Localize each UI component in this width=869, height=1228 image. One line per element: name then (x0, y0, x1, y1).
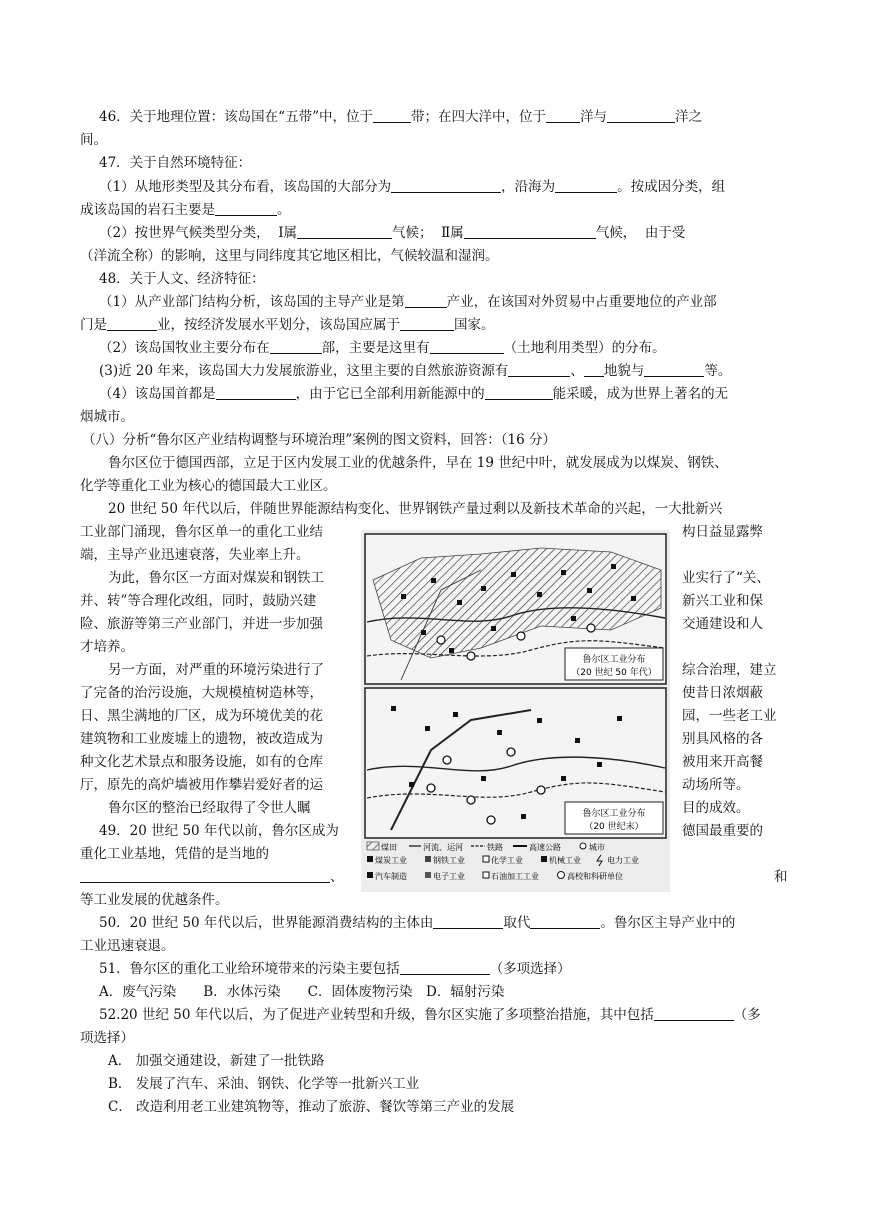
text: ，沿海为 (501, 179, 556, 195)
bottom-caption-period: （20 世纪末） (584, 822, 644, 832)
q50-line2: 工业迅速衰退。 (80, 938, 175, 954)
passage-line-left: 并、转”等合理化改组，同时，鼓励兴建 (80, 593, 317, 609)
q52-line1 (99, 1005, 761, 1025)
text: 、 (570, 363, 584, 379)
answer-blank[interactable] (373, 108, 411, 123)
text: 。鲁尔区主导产业中的 (600, 915, 736, 931)
q49-text: 德国最重要的 (682, 823, 763, 839)
answer-blank[interactable] (555, 178, 617, 193)
answer-blank[interactable] (584, 362, 604, 377)
answer-blank[interactable] (297, 224, 392, 239)
ruhr-industry-map (361, 530, 670, 892)
answer-blank[interactable] (391, 178, 501, 193)
answer-blank[interactable] (200, 868, 330, 883)
text: Ⅱ属 (441, 225, 464, 241)
answer-blank[interactable] (644, 362, 704, 377)
text: 50．20 世纪 50 年代以后，世界能源消费结构的主体由 (99, 915, 434, 931)
text: 由于受 (644, 225, 686, 241)
text: 51．鲁尔区的重化工业给环境带来的污染主要包括 (99, 961, 400, 977)
q49-text: 重化工业基地，凭借的是当地的 (80, 846, 269, 862)
passage-line-left: 险、旅游等第三产业部门，并进一步加强 (80, 616, 323, 632)
text: （1）从产业部门结构分析，该岛国的主导产业是第 (99, 294, 405, 310)
q49-text: 等工业发展的优越条件。 (80, 892, 229, 908)
legend-chemical-industry: 化学工业 (491, 856, 523, 865)
legend-oil-processing: 石油加工工业 (491, 872, 539, 881)
passage-line-left: 了完备的治污设施，大规模植树造林等， (80, 685, 323, 701)
legend-highway: 高速公路 (529, 843, 561, 852)
text: （多 (733, 1007, 761, 1023)
answer-blank[interactable] (546, 108, 580, 123)
answer-blank[interactable] (430, 339, 504, 354)
legend-steel-industry: 钢铁工业 (433, 856, 465, 865)
text: 、 (330, 869, 344, 885)
text: （4）该岛国首都是 (99, 386, 216, 402)
passage-line-left: 端，主导产业迅速衰落，失业率上升。 (80, 547, 310, 563)
text: 取代 (503, 915, 531, 931)
text: （1）从地形类型及其分布看，该岛国的大部分为 (99, 179, 392, 195)
q46-line2: 间。 (80, 132, 107, 148)
text: 气候， (595, 225, 637, 241)
passage-line-right: 综合治理，建立 (682, 662, 777, 678)
passage-line-right: 使昔日浓烟蔽 (682, 685, 763, 701)
text: 国家。 (454, 317, 495, 333)
passage-line: 鲁尔区位于德国西部，立足于区内发展工业的优越条件，早在 19 世纪中叶，就发展成为以煤炭、钢铁、 (108, 455, 728, 471)
passage-line: 化学等重化工业为核心的德国最大工业区。 (80, 478, 337, 494)
passage-line-right: 目的成效。 (682, 800, 750, 816)
q48-title: 48．关于人文、经济特征： (99, 271, 265, 287)
passage-line-left: 种文化艺术景点和服务设施，如有的仓库 (80, 754, 323, 770)
passage-line-left: 为此，鲁尔区一方面对煤炭和钢铁工 (108, 570, 324, 586)
passage-line-right: 业实行了“关、 (682, 570, 770, 586)
text: （2）按世界气候类型分类， (99, 225, 270, 241)
legend-city: 城市 (589, 843, 605, 852)
top-caption-title: 鲁尔区工业分布 (582, 655, 646, 665)
text: ，由于它已全部利用新能源中的 (295, 386, 485, 402)
q46-line1 (99, 107, 702, 127)
passage-line-left: 才培养。 (80, 639, 134, 655)
legend-machinery-industry: 机械工业 (549, 856, 581, 865)
q51-line1 (99, 959, 571, 979)
passage-line-right: 交通建设和人 (682, 616, 763, 632)
top-caption-period: （20 世纪 50 年代） (571, 668, 657, 678)
answer-blank[interactable] (405, 293, 447, 308)
q52-option-c: C． 改造利用老工业建筑物等，推动了旅游、餐饮等第三产业的发展 (108, 1099, 515, 1115)
answer-blank[interactable] (400, 960, 490, 975)
answer-blank[interactable] (216, 385, 296, 400)
q48-p2 (99, 338, 666, 358)
answer-blank[interactable] (508, 362, 570, 377)
q46-text: 洋之 (674, 109, 702, 125)
q48-p1-cont (80, 315, 495, 335)
passage-line: 20 世纪 50 年代以后，伴随世界能源结构变化、世界钢铁产量过剩以及新技术革命的兴起，一大批新兴 (108, 501, 723, 517)
q50-line1 (99, 913, 735, 933)
q48-p4 (99, 384, 728, 404)
answer-blank[interactable] (464, 224, 596, 239)
answer-blank[interactable] (215, 201, 277, 216)
q49-text: 49．20 世纪 50 年代以前，鲁尔区成为 (99, 823, 339, 839)
text: Ⅰ属 (278, 225, 298, 241)
legend-river: 河流、运河 (423, 843, 463, 852)
q48-p1 (99, 292, 717, 312)
text: 部，主要是这里有 (321, 340, 430, 356)
passage-line-right: 园，一些老工业 (682, 708, 777, 724)
text: 。按成因分类，组 (617, 179, 726, 195)
map-bottom-panel (365, 688, 666, 838)
q52-option-b: B． 发展了汽车、采油、钢铁、化学等一批新兴工业 (108, 1076, 420, 1092)
text: （2）该岛国牧业主要分布在 (99, 340, 270, 356)
passage-line-left: 建筑物和工业废墟上的遗物，被改造成为 (80, 731, 323, 747)
q48-p4-cont: 烟城市。 (80, 409, 134, 425)
text: 等。 (704, 363, 732, 379)
text: 能采暖，成为世界上著名的无 (552, 386, 729, 402)
answer-blank[interactable] (107, 316, 157, 331)
bottom-caption-title: 鲁尔区工业分布 (582, 809, 646, 819)
answer-blank[interactable] (270, 339, 322, 354)
answer-blank[interactable] (400, 316, 454, 331)
passage-line-left: 工业部门涌现，鲁尔区单一的重化工业结 (80, 524, 323, 540)
legend-power-industry: 电力工业 (607, 856, 639, 865)
legend-university-research: 高校和科研单位 (567, 872, 623, 881)
legend-auto-industry: 汽车制造 (375, 872, 407, 881)
passage-line-right: 新兴工业和保 (682, 593, 763, 609)
answer-blank[interactable] (485, 385, 553, 400)
text: (3)近 20 年来，该岛国大力发展旅游业，这里主要的自然旅游资源有 (99, 363, 509, 379)
text: 气候； (392, 225, 433, 241)
passage-line-right: 被用来开高餐 (682, 754, 763, 770)
passage-line-left: 日、黑尘满地的厂区，成为环境优美的花 (80, 708, 323, 724)
q47-p1-cont (80, 200, 291, 220)
q48-p3 (99, 361, 731, 381)
text: 业，按经济发展水平划分，该岛国应属于 (157, 317, 400, 333)
text: 。 (277, 202, 291, 218)
text: 52.20 世纪 50 年代以后，为了促进产业转型和升级，鲁尔区实施了多项整治措施，其中包括 (99, 1007, 654, 1023)
q46-text: 洋与 (579, 109, 607, 125)
text: 产业，在该国对外贸易中占重要地位的产业部 (446, 294, 717, 310)
answer-blank[interactable] (607, 108, 675, 123)
q49-text: 和 (774, 869, 788, 885)
text: 成该岛国的岩石主要是 (80, 202, 215, 218)
section-title: （八）分析“鲁尔区产业结构调整与环境治理”案例的图文资料，回答：（16 分） (82, 432, 557, 448)
map-top-panel (365, 534, 666, 684)
q52-line2: 项选择） (80, 1030, 134, 1046)
q47-p2 (99, 223, 789, 243)
q47-p2-cont: （洋流全称）的影响，这里与同纬度其它地区相比，气候较温和湿润。 (80, 248, 499, 264)
q47-title: 47．关于自然环境特征： (99, 155, 252, 171)
text: 地貌与 (603, 363, 645, 379)
answer-blank[interactable] (433, 914, 503, 929)
q52-option-a: A． 加强交通建设，新建了一批铁路 (108, 1053, 325, 1069)
passage-line-right: 动场所等。 (682, 777, 750, 793)
passage-line-right: 构日益显露弊 (682, 524, 763, 540)
passage-line-left: 厅，原先的高炉墙被用作攀岩爱好者的运 (80, 777, 323, 793)
q47-p1 (99, 177, 725, 197)
legend-railway: 铁路 (487, 843, 503, 852)
q51-options: A．废气污染 B．水体污染 C．固体废物污染 D．辐射污染 (99, 984, 505, 1000)
legend-coal-field: 煤田 (381, 843, 397, 852)
q49-blanks (80, 867, 344, 887)
text: （土地利用类型）的分布。 (503, 340, 666, 356)
answer-blank[interactable] (80, 868, 200, 883)
q46-text: 带；在四大洋中，位于 (410, 109, 546, 125)
passage-line-left: 另一方面，对严重的环境污染进行了 (108, 662, 324, 678)
answer-blank[interactable] (530, 914, 600, 929)
passage-line-right: 别具风格的各 (682, 731, 763, 747)
legend-coal-industry: 煤炭工业 (375, 856, 407, 865)
q46-text: 46．关于地理位置：该岛国在“五带”中，位于 (99, 109, 373, 125)
answer-blank[interactable] (654, 1006, 734, 1021)
text: 门是 (80, 317, 107, 333)
passage-line-left: 鲁尔区的整治已经取得了令世人瞩 (108, 800, 311, 816)
text: （多项选择） (489, 961, 571, 977)
legend-electronics-industry: 电子工业 (433, 872, 465, 881)
